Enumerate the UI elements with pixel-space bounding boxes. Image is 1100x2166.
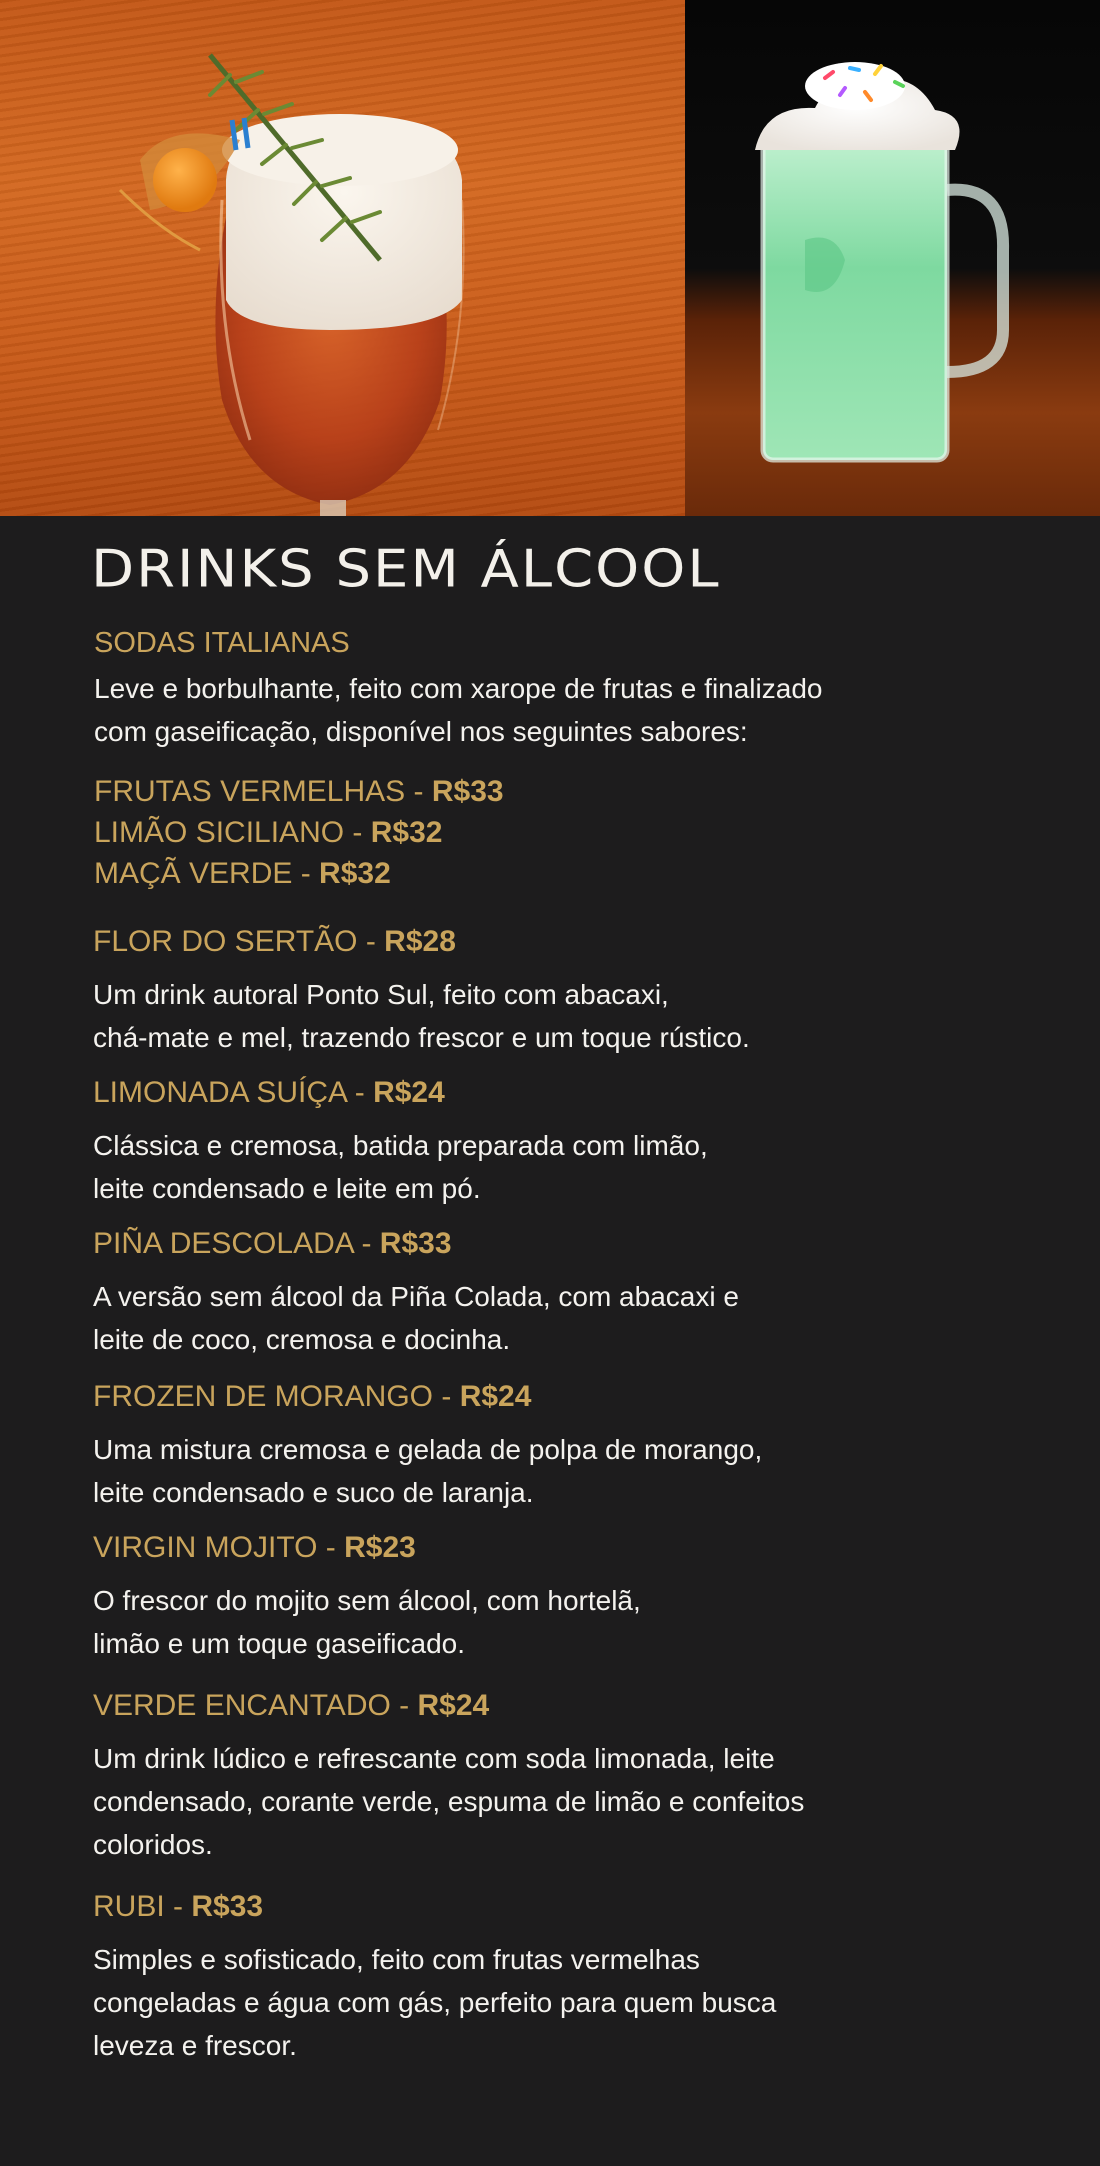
flavor-item-maca-verde <box>94 854 391 894</box>
item-name: VIRGIN MOJITO <box>93 1531 318 1564</box>
flavor-price: R$32 <box>319 857 391 890</box>
flavor-item-limao-siciliano <box>94 813 442 853</box>
description-line: O frescor do mojito sem álcool, com hortelã, <box>93 1585 641 1616</box>
item-price: R$33 <box>379 1227 452 1260</box>
item-description-limonada-suica <box>93 1124 708 1210</box>
item-description-pina-descolada <box>93 1275 739 1361</box>
price-separator: - <box>353 1227 380 1260</box>
item-description-virgin-mojito <box>93 1579 641 1665</box>
description-line: leite condensado e suco de laranja. <box>93 1477 534 1508</box>
price-separator: - <box>390 1689 418 1722</box>
price-separator: - <box>405 775 432 808</box>
orange-cocktail-photo <box>0 0 685 516</box>
description-line: leite condensado e leite em pó. <box>93 1173 481 1204</box>
flavor-item-frutas-vermelhas <box>94 772 504 812</box>
item-title-verde-encantado <box>93 1686 489 1726</box>
description-line: A versão sem álcool da Piña Colada, com abacaxi e <box>93 1281 739 1312</box>
flavor-name: MAÇÃ VERDE <box>94 857 293 890</box>
flavor-price: R$32 <box>370 816 443 849</box>
item-name: PIÑA DESCOLADA <box>93 1227 354 1260</box>
description-line: limão e um toque gaseificado. <box>93 1628 465 1659</box>
item-name: VERDE ENCANTADO <box>93 1689 391 1722</box>
item-price: R$24 <box>373 1076 445 1109</box>
item-price: R$23 <box>344 1531 416 1564</box>
price-separator: - <box>357 925 385 958</box>
price-separator: - <box>346 1076 374 1109</box>
description-line: leite de coco, cremosa e docinha. <box>93 1324 511 1355</box>
price-separator: - <box>164 1890 192 1923</box>
item-description-frozen-de-morango <box>93 1428 762 1514</box>
description-line: condensado, corante verde, espuma de limão e confeitos <box>93 1786 805 1817</box>
item-description-rubi <box>93 1938 776 2067</box>
item-price: R$24 <box>417 1689 490 1722</box>
description-line: congeladas e água com gás, perfeito para quem busca <box>93 1987 777 2018</box>
flavor-name: FRUTAS VERMELHAS <box>94 775 406 808</box>
item-name: RUBI <box>93 1890 165 1923</box>
green-milkshake-mug-illustration <box>685 0 1100 516</box>
description-line: Um drink autoral Ponto Sul, feito com abacaxi, <box>93 979 669 1010</box>
item-name: FLOR DO SERTÃO <box>93 925 358 958</box>
item-description-flor-do-sertao <box>93 973 750 1059</box>
green-milkshake-photo <box>685 0 1100 516</box>
item-price: R$24 <box>459 1380 532 1413</box>
section-title-sodas: SODAS ITALIANAS <box>94 627 350 659</box>
item-name: LIMONADA SUÍÇA <box>93 1076 347 1109</box>
description-line: Um drink lúdico e refrescante com soda limonada, leite <box>93 1743 775 1774</box>
price-separator: - <box>292 857 320 890</box>
description-line: chá-mate e mel, trazendo frescor e um toque rústico. <box>93 1022 750 1053</box>
item-title-rubi <box>93 1887 263 1927</box>
item-description-verde-encantado <box>93 1737 804 1866</box>
item-title-flor-do-sertao <box>93 922 456 962</box>
description-line: Leve e borbulhante, feito com xarope de frutas e finalizado <box>94 673 823 704</box>
description-line: com gaseificação, disponível nos seguintes sabores: <box>94 716 748 747</box>
description-line: coloridos. <box>93 1829 213 1860</box>
price-separator: - <box>317 1531 345 1564</box>
item-title-frozen-de-morango <box>93 1377 531 1417</box>
flavor-price: R$33 <box>431 775 504 808</box>
hero-photos <box>0 0 1100 516</box>
menu-title: DRINKS SEM ÁLCOOL <box>91 539 721 600</box>
description-line: Clássica e cremosa, batida preparada com limão, <box>93 1130 708 1161</box>
description-line: Simples e sofisticado, feito com frutas vermelhas <box>93 1944 700 1975</box>
description-line: Uma mistura cremosa e gelada de polpa de morango, <box>93 1434 763 1465</box>
item-title-virgin-mojito <box>93 1528 416 1568</box>
item-name: FROZEN DE MORANGO <box>93 1380 434 1413</box>
flavor-name: LIMÃO SICILIANO <box>94 816 345 849</box>
price-separator: - <box>344 816 371 849</box>
item-title-limonada-suica <box>93 1073 445 1113</box>
price-separator: - <box>433 1380 460 1413</box>
item-price: R$33 <box>191 1890 264 1923</box>
description-line: leveza e frescor. <box>93 2030 297 2061</box>
sodas-description <box>94 667 822 753</box>
menu-content <box>0 516 1100 2166</box>
item-price: R$28 <box>384 925 456 958</box>
item-title-pina-descolada <box>93 1224 452 1264</box>
orange-cocktail-illustration <box>0 0 685 516</box>
